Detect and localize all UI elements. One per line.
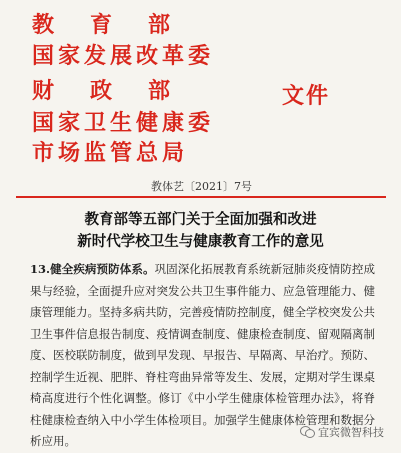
letterhead-line-5: 市场监管总局 <box>32 140 189 166</box>
letterhead-line-2: 国家发展改革委 <box>32 43 215 69</box>
document-number: 教体艺〔2021〕7号 <box>151 180 252 193</box>
wechat-icon <box>300 426 315 438</box>
red-divider <box>16 196 386 198</box>
letterhead-wenjian: 文件 <box>282 83 331 109</box>
watermark-text: 宜宾微智科技 <box>318 426 384 439</box>
section-label: 13.健全疾病预防体系。 <box>30 262 155 276</box>
letterhead-line-3: 财政部 <box>32 78 207 104</box>
body-text: 巩固深化拓展教育系统新冠肺炎疫情防控成果与经验，全面提升应对突发公共卫生事件能力、应急管理能力、健康管理能力。坚持多病共防，完善疫情防控制度，健全学校突发公共卫生事件信息报告制度、疫情调查制度、健康检查制度、留观隔离制度、医校联防制度，做到早发现、早报告、早隔离、早治疗。预防、控制学生近视、肥胖、脊柱弯曲异常等发生、发展，定期对学生课桌椅高度进行个性化调整。修订《中小学生健康体检管理办法》，将脊柱健康检查纳入中小学生体检项目。加强学生健康体检管理和数据分析应用。 <box>30 262 375 448</box>
watermark <box>300 424 384 440</box>
letterhead-line-1: 教育部 <box>32 12 207 38</box>
document-title-line-2: 新时代学校卫生与健康教育工作的意见 <box>77 233 324 250</box>
letterhead-line-4: 国家卫生健康委 <box>32 110 215 136</box>
document-title-line-1: 教育部等五部门关于全面加强和改进 <box>84 211 317 228</box>
